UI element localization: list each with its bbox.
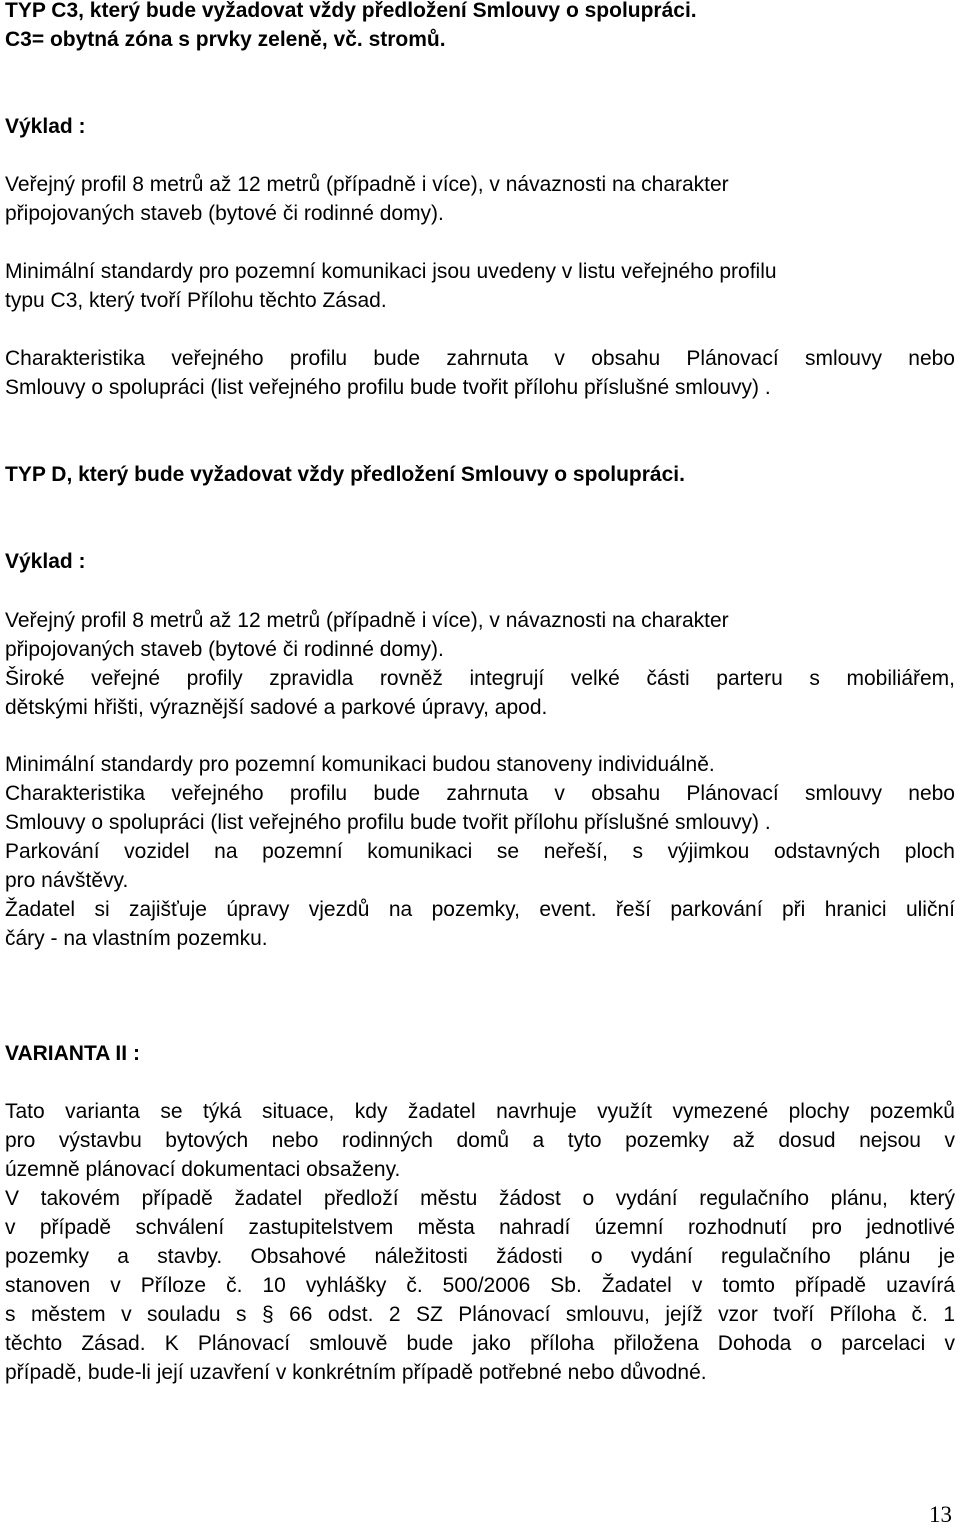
varianta-ii-line: těchto Zásad. K Plánovací smlouvě bude jako příloha přiložena Dohoda o parcelaci v <box>5 1332 955 1355</box>
varianta-ii-line: pro výstavbu bytových nebo rodinných domů a tyto pozemky až dosud nejsou v <box>5 1129 955 1152</box>
typ-c3-subheading: C3= obytná zóna s prvky zeleně, vč. stromů. <box>5 28 446 51</box>
varianta-ii-line: stanoven v Příloze č. 10 vyhlášky č. 500/2006 Sb. Žadatel v tomto případě uzavírá <box>5 1274 955 1297</box>
typ-c3-char-line: Charakteristika veřejného profilu bude zahrnuta v obsahu Plánovací smlouvy nebo <box>5 347 955 370</box>
typ-d-parking-line: pro návštěvy. <box>5 869 129 892</box>
varianta-ii-line: V takovém případě žadatel předloží městu žádost o vydání regulačního plánu, který <box>5 1187 955 1210</box>
typ-c3-profile-line: Veřejný profil 8 metrů až 12 metrů (případně i více), v návaznosti na charakter <box>5 173 729 196</box>
typ-d-wide-line: dětskými hřišti, výraznější sadové a parkové úpravy, apod. <box>5 696 548 719</box>
typ-d-applicant-line: čáry - na vlastním pozemku. <box>5 927 268 950</box>
varianta-ii-line: Tato varianta se týká situace, kdy žadatel navrhuje využít vymezené plochy pozemků <box>5 1100 955 1123</box>
typ-d-char-line: Smlouvy o spolupráci (list veřejného profilu bude tvořit přílohu příslušné smlouvy) . <box>5 811 771 834</box>
typ-d-char-line: Charakteristika veřejného profilu bude zahrnuta v obsahu Plánovací smlouvy nebo <box>5 782 955 805</box>
varianta-ii-line: s městem v souladu s § 66 odst. 2 SZ Plánovací smlouvu, jejíž vzor tvoří Příloha č. 1 <box>5 1303 955 1326</box>
typ-c3-heading: TYP C3, který bude vyžadovat vždy předložení Smlouvy o spolupráci. <box>5 0 697 22</box>
typ-c3-profile-line: připojovaných staveb (bytové či rodinné domy). <box>5 202 444 225</box>
varianta-ii-line: pozemky a stavby. Obsahové náležitosti žádosti o vydání regulačního plánu je <box>5 1245 955 1268</box>
typ-d-parking-line: Parkování vozidel na pozemní komunikaci se neřeší, s výjimkou odstavných ploch <box>5 840 955 863</box>
typ-d-standard-line: Minimální standardy pro pozemní komunikaci budou stanoveny individuálně. <box>5 753 715 776</box>
varianta-ii-line: v případě schválení zastupitelstvem města nahradí územní rozhodnutí pro jednotlivé <box>5 1216 955 1239</box>
typ-d-profile-line: připojovaných staveb (bytové či rodinné domy). <box>5 638 444 661</box>
page-number: 13 <box>929 1502 952 1527</box>
varianta-ii-line: případě, bude-li její uzavření v konkrétním případě potřebné nebo důvodné. <box>5 1361 707 1384</box>
typ-c3-standard-line: Minimální standardy pro pozemní komunikaci jsou uvedeny v listu veřejného profilu <box>5 260 777 283</box>
varianta-ii-line: územně plánovací dokumentaci obsaženy. <box>5 1158 401 1181</box>
typ-d-applicant-line: Žadatel si zajišťuje úpravy vjezdů na pozemky, event. řeší parkování při hranici uliční <box>5 898 955 921</box>
typ-d-wide-line: Široké veřejné profily zpravidla rovněž integrují velké části parteru s mobiliářem, <box>5 667 955 690</box>
typ-c3-vyklad-label: Výklad : <box>5 115 86 138</box>
varianta-ii-heading: VARIANTA II : <box>5 1042 140 1065</box>
typ-c3-standard-line: typu C3, který tvoří Přílohu těchto Zásad. <box>5 289 387 312</box>
typ-c3-char-line: Smlouvy o spolupráci (list veřejného profilu bude tvořit přílohu příslušné smlouvy) . <box>5 376 771 399</box>
typ-d-heading: TYP D, který bude vyžadovat vždy předložení Smlouvy o spolupráci. <box>5 463 685 486</box>
typ-d-vyklad-label: Výklad : <box>5 550 86 573</box>
typ-d-profile-line: Veřejný profil 8 metrů až 12 metrů (případně i více), v návaznosti na charakter <box>5 609 729 632</box>
